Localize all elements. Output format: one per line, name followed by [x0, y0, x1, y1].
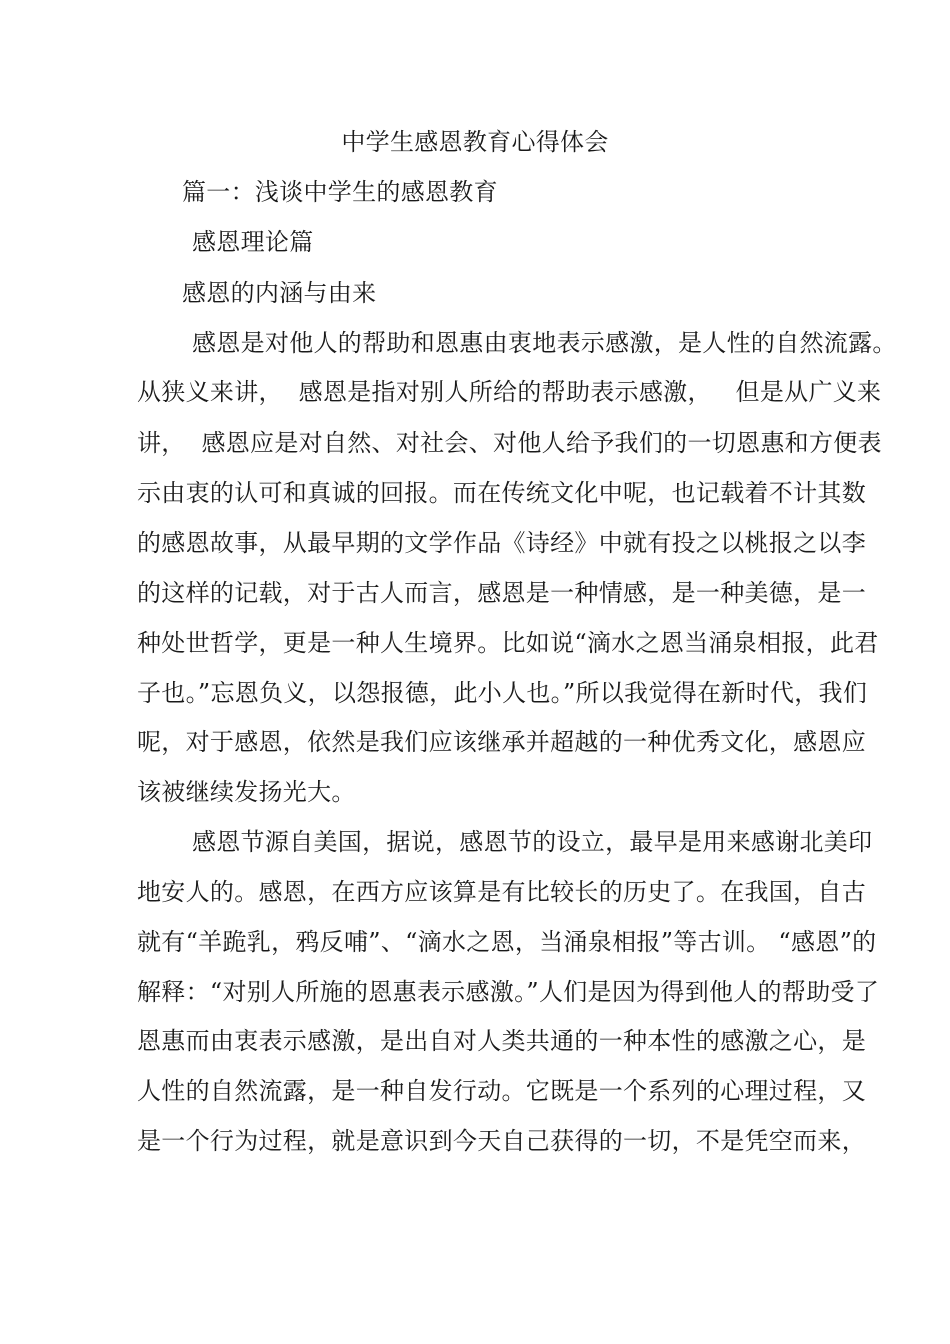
- subheading: 感恩理论篇: [192, 228, 314, 256]
- paragraph-line: 从狭义来讲， 感恩是指对别人所给的帮助表示感激， 但是从广义来: [137, 378, 882, 406]
- paragraph-line: 解释：“对别人所施的恩惠表示感激。”人们是因为得到他人的帮助受了: [137, 978, 880, 1006]
- paragraph-line: 感恩节源自美国，据说，感恩节的设立，最早是用来感谢北美印: [192, 828, 873, 856]
- paragraph-line: 讲， 感恩应是对自然、对社会、对他人给予我们的一切恩惠和方便表: [137, 429, 882, 457]
- paragraph-line: 子也。”忘恩负义，以怨报德，此小人也。”所以我觉得在新时代，我们: [137, 679, 868, 707]
- paragraph-line: 呢，对于感恩，依然是我们应该继承并超越的一种优秀文化，感恩应: [137, 728, 866, 756]
- document-title: 中学生感恩教育心得体会: [341, 128, 609, 156]
- paragraph-line: 的这样的记载，对于古人而言，感恩是一种情感，是一种美德，是一: [137, 579, 866, 607]
- section-heading: 篇一：浅谈中学生的感恩教育: [182, 178, 498, 206]
- paragraph-line: 就有“羊跪乳，鸦反哺”、“滴水之恩，当涌泉相报”等古训。 “感恩”的: [137, 928, 877, 956]
- paragraph-line: 的感恩故事，从最早期的文学作品《诗经》中就有投之以桃报之以李: [137, 529, 866, 557]
- paragraph-line: 恩惠而由衷表示感激，是出自对人类共通的一种本性的感激之心，是: [137, 1027, 866, 1055]
- paragraph-line: 种处世哲学，更是一种人生境界。比如说“滴水之恩当涌泉相报，此君: [137, 629, 879, 657]
- topic-heading: 感恩的内涵与由来: [182, 279, 377, 307]
- paragraph-line: 示由衷的认可和真诚的回报。而在传统文化中呢，也记载着不计其数: [137, 479, 866, 507]
- paragraph-line: 人性的自然流露，是一种自发行动。它既是一个系列的心理过程，又: [137, 1077, 866, 1105]
- paragraph-line: 地安人的。感恩，在西方应该算是有比较长的历史了。在我国，自古: [137, 878, 866, 906]
- paragraph-line: 该被继续发扬光大。: [137, 778, 356, 806]
- paragraph-line: 感恩是对他人的帮助和恩惠由衷地表示感激，是人性的自然流露。: [192, 329, 897, 357]
- paragraph-line: 是一个行为过程，就是意识到今天自己获得的一切，不是凭空而来，: [137, 1127, 866, 1155]
